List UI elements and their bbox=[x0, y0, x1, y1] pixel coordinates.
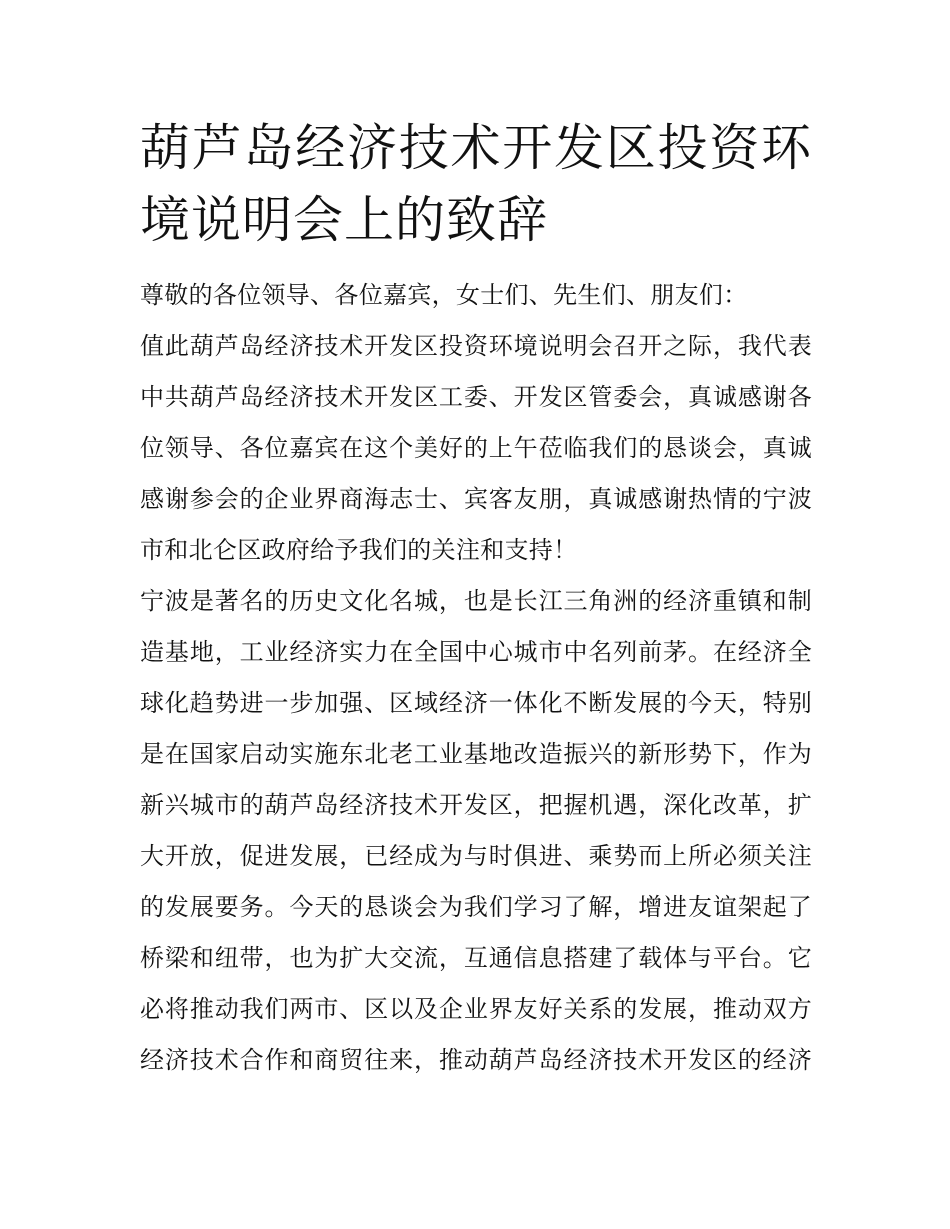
body-paragraph-1 bbox=[140, 321, 812, 576]
paragraph-line: 感谢参会的企业界商海志士、宾客友朋，真诚感谢热情的宁波 bbox=[140, 485, 812, 513]
paragraph-line: 的发展要务。今天的恳谈会为我们学习了解，增进友谊架起了 bbox=[140, 893, 812, 921]
paragraph-line: 宁波是著名的历史文化名城，也是长江三角洲的经济重镇和制 bbox=[140, 587, 812, 615]
paragraph-line: 造基地，工业经济实力在全国中心城市中名列前茅。在经济全 bbox=[140, 638, 812, 666]
salutation-paragraph bbox=[140, 270, 812, 321]
paragraph-line: 是在国家启动实施东北老工业基地改造振兴的新形势下，作为 bbox=[140, 740, 812, 768]
paragraph-line: 桥梁和纽带，也为扩大交流，互通信息搭建了载体与平台。它 bbox=[140, 944, 812, 972]
paragraph-line: 位领导、各位嘉宾在这个美好的上午莅临我们的恳谈会，真诚 bbox=[140, 434, 812, 462]
paragraph-line: 必将推动我们两市、区以及企业界友好关系的发展，推动双方 bbox=[140, 995, 812, 1023]
body-paragraph-2 bbox=[140, 576, 812, 1086]
title-line-1: 葫芦岛经济技术开发区投资环 bbox=[140, 119, 812, 177]
paragraph-line: 值此葫芦岛经济技术开发区投资环境说明会召开之际，我代表 bbox=[140, 332, 812, 360]
paragraph-line: 中共葫芦岛经济技术开发区工委、开发区管委会，真诚感谢各 bbox=[140, 383, 812, 411]
paragraph-line: 球化趋势进一步加强、区域经济一体化不断发展的今天，特别 bbox=[140, 689, 812, 717]
paragraph-line: 新兴城市的葫芦岛经济技术开发区，把握机遇，深化改革，扩 bbox=[140, 791, 812, 819]
document-page bbox=[140, 112, 812, 1086]
paragraph-line: 市和北仑区政府给予我们的关注和支持！ bbox=[140, 536, 578, 564]
paragraph-line: 大开放，促进发展，已经成为与时俱进、乘势而上所必须关注 bbox=[140, 842, 812, 870]
paragraph-line: 尊敬的各位领导、各位嘉宾，女士们、先生们、朋友们： bbox=[140, 281, 748, 309]
title-line-2: 境说明会上的致辞 bbox=[140, 191, 548, 249]
document-title bbox=[140, 112, 812, 256]
paragraph-line: 经济技术合作和商贸往来，推动葫芦岛经济技术开发区的经济 bbox=[140, 1046, 812, 1074]
